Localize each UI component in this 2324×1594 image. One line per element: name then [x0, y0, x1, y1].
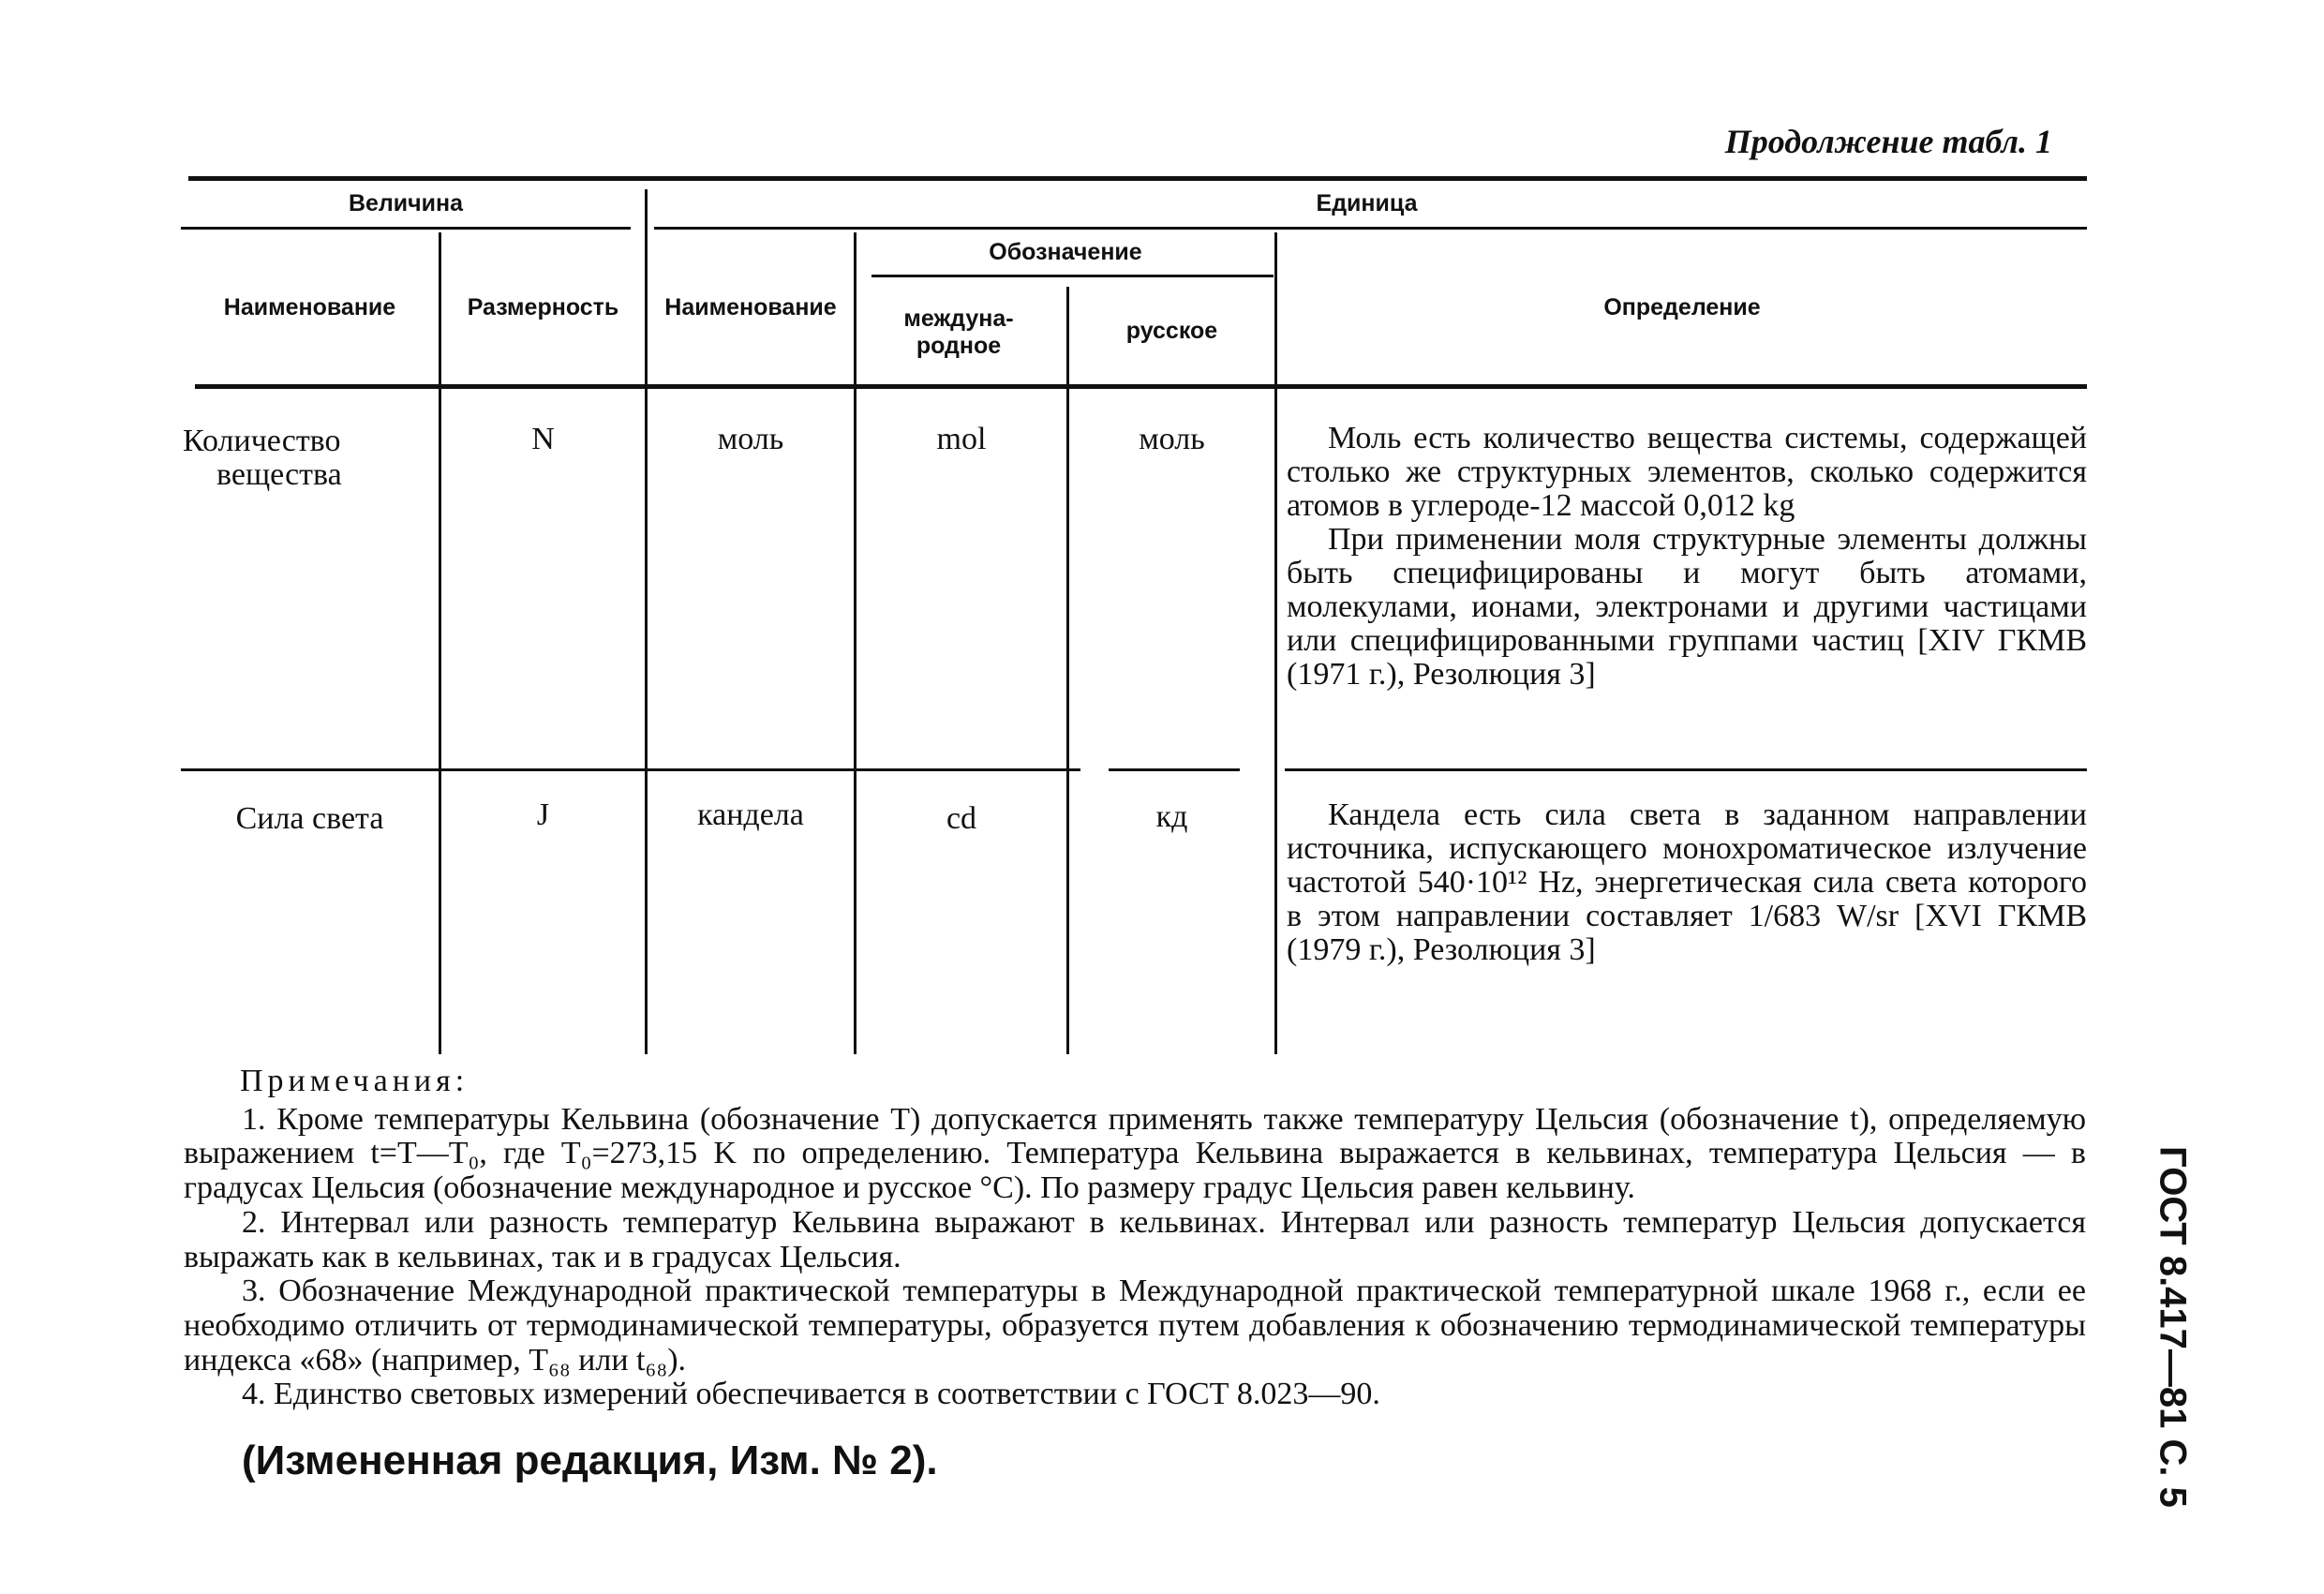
- header-unit: Единица: [1316, 189, 1418, 216]
- header-quantity: Величина: [348, 189, 464, 216]
- header-definition: Определение: [1603, 293, 1761, 320]
- row2-definition: [1287, 798, 2087, 967]
- header-international: междуна- родное: [903, 305, 1014, 359]
- units-table: [181, 176, 2087, 1054]
- row1-definition: [1287, 422, 2087, 692]
- row2-international: cd: [946, 801, 977, 836]
- row1-russian: моль: [1139, 422, 1205, 456]
- row1-dimension: N: [531, 422, 555, 456]
- row2-russian: кд: [1155, 799, 1188, 834]
- header-dimension: Размерность: [467, 293, 619, 320]
- amendment-note: (Измененная редакция, Изм. № 2).: [242, 1438, 938, 1483]
- header-unit-name: Наименование: [664, 293, 837, 320]
- row-separator-left: [181, 768, 1080, 771]
- note-2: 2. Интервал или разность температур Кельвина выражают в кельвинах. Интервал или разность температур Цельсия допускается выражать как в кельвинах, так и в градусах Цельсия.: [184, 1204, 2086, 1274]
- row2-dimension: J: [536, 797, 550, 832]
- row-separator-middle: [1109, 768, 1240, 771]
- notes-section: [184, 1065, 2086, 1412]
- row-separator-right: [1285, 768, 2087, 771]
- header-russian: русское: [1125, 317, 1218, 344]
- note-3: 3. Обозначение Международной практической температуры в Международной практической температурной шкале 1968 г., если ее необходимо отличить от термодинамической температуры, образуется путем добавления к обозначению термодинамической температуры индекса «68» (например, T₆₈ или t₆₈).: [184, 1274, 2086, 1378]
- row2-definition-paragraph-1: Кандела есть сила света в заданном направлении источника, испускающего монохроматическое излучение частотой 540·10¹² Hz, энергетическая сила света которого в этом направлении составляет 1/683 W/sr [XVI ГКМВ (1979 г.), Резолюция 3]: [1287, 797, 2087, 968]
- quantity-header-rule: [181, 227, 631, 230]
- note-1: 1. Кроме температуры Кельвина (обозначение T) допускается применять также температуру Цельсия (обозначение t), определяемую выражением t=T—T₀, где T₀=273,15 K по определению. Температура Кельвина выражается в кельвинах, температура Цельсия — в градусах Цельсия (обозначение международное и русское °C). По размеру градус Цельсия равен кельвину.: [184, 1101, 2086, 1206]
- note-4: 4. Единство световых измерений обеспечивается в соответствии с ГОСТ 8.023—90.: [242, 1377, 1380, 1412]
- row2-unit-name: кандела: [697, 797, 804, 832]
- row1-quantity-name: Количество вещества: [183, 424, 342, 493]
- row1-definition-paragraph-2: При применении моля структурные элементы должны быть специфицированы и могут быть атомами, молекулами, ионами, электронами и другими частицами или специфицированными группами частиц [XIV ГКМВ (1971 г.), Резолюция 3]: [1287, 522, 2087, 693]
- side-page-label-text: ГОСТ 8.417—81 С. 5: [2152, 1146, 2194, 1508]
- continuation-label: Продолжение табл. 1: [1724, 123, 2052, 160]
- side-page-label: [2152, 1146, 2194, 1508]
- col-divider-3: [854, 232, 857, 1054]
- row1-unit-name: моль: [717, 422, 784, 456]
- row2-quantity-name: Сила света: [235, 801, 384, 836]
- header-symbol: Обозначение: [989, 239, 1142, 266]
- col-divider-4: [1066, 287, 1069, 1054]
- row1-international: mol: [936, 422, 987, 456]
- header-bottom-rule: [195, 384, 2087, 389]
- header-quantity-name: Наименование: [223, 293, 396, 320]
- notes-title: Примечания:: [240, 1064, 469, 1098]
- row1-definition-paragraph-1: Моль есть количество вещества системы, содержащей столько же структурных элементов, сколько содержится атомов в углероде-12 массой 0,012 kg: [1287, 421, 2087, 524]
- unit-header-rule: [654, 227, 2087, 230]
